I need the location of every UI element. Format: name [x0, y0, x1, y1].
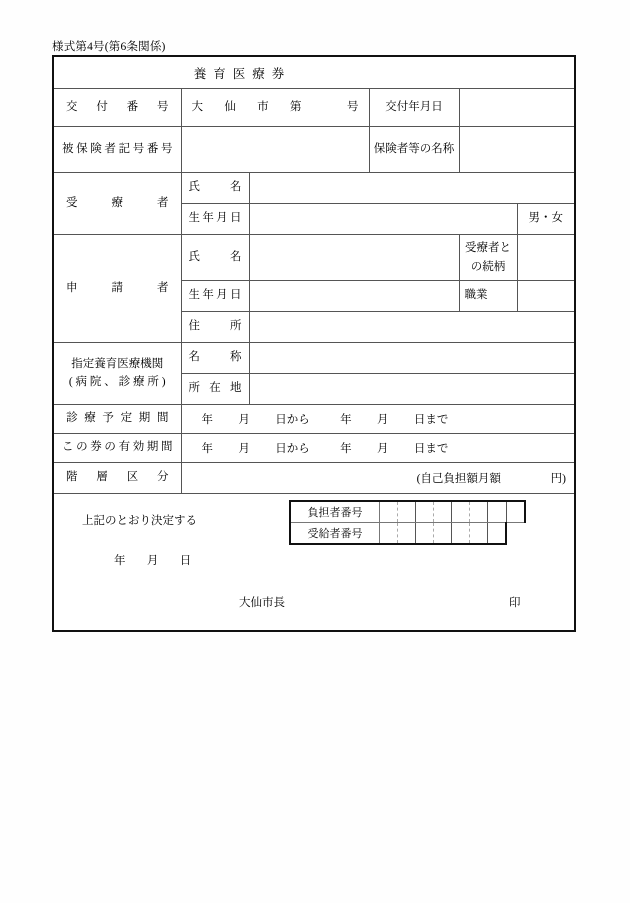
treatment-period-label: 診療予定期間: [66, 412, 169, 425]
validity-period-day-from: 日から: [275, 443, 310, 455]
institution-label-line1: 指定養育医療機関: [71, 358, 164, 371]
recipient-number-cell-4[interactable]: [434, 523, 452, 545]
applicant-name-value-cell[interactable]: [249, 235, 459, 281]
institution-name-value-cell[interactable]: [249, 343, 575, 374]
applicant-occupation-label: 職業: [464, 289, 488, 302]
decision-date-day: 日: [179, 555, 192, 567]
applicant-birth-label-cell: [181, 281, 249, 312]
insured-number-label: 被保険者記号番号: [62, 142, 173, 155]
applicant-address-label-cell: [181, 312, 249, 343]
recipient-number-cell-6[interactable]: [470, 523, 488, 545]
insured-number-value-cell[interactable]: [181, 127, 369, 173]
payer-number-cell-5[interactable]: [452, 501, 470, 523]
insurer-name-label-cell: [369, 127, 459, 173]
institution-name-label: 名称: [188, 351, 242, 364]
table-row-patient-name: [53, 173, 575, 204]
issue-number-value-cell[interactable]: [181, 89, 369, 127]
issue-date-value-cell[interactable]: [459, 89, 575, 127]
payer-number-cell-7[interactable]: [488, 501, 507, 523]
payer-number-label: 負担者番号: [290, 501, 380, 523]
recipient-number-cell-2[interactable]: [398, 523, 416, 545]
patient-name-value-cell[interactable]: [249, 173, 575, 204]
page-title: 養育医療券: [193, 66, 292, 81]
table-row-validity-period: [53, 434, 575, 463]
issue-number-suffix: 号: [347, 100, 359, 113]
validity-period-year-from: 年: [201, 443, 213, 455]
validity-period-day-to: 日まで: [413, 443, 449, 455]
recipient-number-cell-5[interactable]: [452, 523, 470, 545]
applicant-relation-label: [460, 236, 517, 279]
institution-location-label-cell: [181, 374, 249, 405]
issue-number-label-cell: [53, 89, 181, 127]
institution-location-value-cell[interactable]: [249, 374, 575, 405]
patient-birth-value-cell[interactable]: [249, 204, 517, 235]
applicant-relation-label-cell: [459, 235, 517, 281]
validity-period-month-to: 月: [377, 443, 389, 455]
treatment-period-month-to: 月: [377, 414, 389, 426]
applicant-relation-value-cell[interactable]: [517, 235, 575, 281]
treatment-period-day-from: 日から: [275, 414, 310, 426]
institution-section-label: [54, 353, 181, 394]
institution-location-label: 所在地: [188, 382, 242, 395]
patient-birth-label-cell: [181, 204, 249, 235]
applicant-address-value-cell[interactable]: [249, 312, 575, 343]
recipient-number-cell-3[interactable]: [416, 523, 434, 545]
decision-statement: 上記のとおり決定する: [82, 515, 197, 527]
table-row-decision: [53, 494, 575, 632]
tier-class-value-cell[interactable]: [181, 463, 575, 494]
recipient-number-cell-1[interactable]: [380, 523, 398, 545]
institution-name-label-cell: [181, 343, 249, 374]
table-row-insured-number: [53, 127, 575, 173]
issue-number-label: 交付番号: [66, 100, 169, 113]
decision-date-year: 年: [114, 555, 126, 567]
issue-date-label-cell: [369, 89, 459, 127]
tier-class-note-open: (自己負担額月額: [416, 473, 501, 485]
patient-birth-label: 生年月日: [188, 212, 242, 225]
table-row-applicant-name: [53, 235, 575, 281]
payer-number-cell-2[interactable]: [398, 501, 416, 523]
payer-number-cell-1[interactable]: [380, 501, 398, 523]
applicant-occupation-value-cell[interactable]: [517, 281, 575, 312]
table-row-title: [53, 56, 575, 89]
treatment-period-month-from: 月: [238, 414, 250, 426]
patient-section-label: 受療者: [66, 196, 169, 209]
insured-number-label-cell: [53, 127, 181, 173]
applicant-name-label-cell: [181, 235, 249, 281]
recipient-number-spacer: [506, 523, 525, 545]
issue-number-prefix: 大仙市第: [191, 100, 323, 113]
applicant-occupation-label-cell: [459, 281, 517, 312]
patient-sex-label: 男・女: [528, 212, 563, 225]
table-row-institution-name: [53, 343, 575, 374]
validity-period-label-cell: [53, 434, 181, 463]
treatment-period-year-from: 年: [201, 414, 213, 426]
decision-date-month: 月: [146, 555, 159, 567]
table-row-treatment-period: [53, 405, 575, 434]
payer-number-cell-4[interactable]: [434, 501, 452, 523]
tier-class-note-close: 円): [550, 473, 567, 485]
tier-class-note: [182, 470, 575, 486]
insurer-name-value-cell[interactable]: [459, 127, 575, 173]
validity-period-value-cell[interactable]: [181, 434, 575, 463]
validity-period-label: この券の有効期間: [62, 441, 173, 454]
voucher-title-cell: [53, 56, 575, 89]
treatment-period-range: [182, 411, 575, 427]
applicant-address-label: 住所: [188, 320, 242, 333]
applicant-section-label: 申請者: [66, 281, 169, 294]
seal-mark: 印: [509, 597, 521, 609]
patient-section-label-cell: [53, 173, 181, 235]
table-row-issue-number: [53, 89, 575, 127]
applicant-section-label-cell: [53, 235, 181, 343]
payer-number-cell-6[interactable]: [470, 501, 488, 523]
applicant-name-label: 氏名: [188, 250, 242, 263]
number-grid: [289, 500, 526, 545]
mayor-title: 大仙市長: [239, 597, 285, 609]
institution-label-line2: ( 病 院 、 診 療 所 ): [68, 375, 166, 388]
treatment-period-value-cell[interactable]: [181, 405, 575, 434]
institution-section-label-cell: [53, 343, 181, 405]
tier-class-label: 階層区分: [66, 471, 169, 484]
applicant-relation-label-line1: 受療者と: [465, 242, 511, 255]
recipient-number-cell-7[interactable]: [488, 523, 507, 545]
recipient-number-label: 受給者番号: [290, 523, 380, 545]
patient-sex-cell[interactable]: [517, 204, 575, 235]
applicant-birth-label: 生年月日: [188, 289, 242, 302]
validity-period-month-from: 月: [238, 443, 250, 455]
insurer-name-label: 保険者等の名称: [373, 142, 455, 155]
tier-class-label-cell: [53, 463, 181, 494]
applicant-birth-value-cell[interactable]: [249, 281, 459, 312]
treatment-period-label-cell: [53, 405, 181, 434]
treatment-period-day-to: 日まで: [413, 414, 449, 426]
validity-period-year-to: 年: [340, 443, 352, 455]
treatment-period-year-to: 年: [340, 414, 352, 426]
recipient-number-row: [290, 523, 525, 545]
patient-name-label-cell: [181, 173, 249, 204]
issue-date-label: 交付年月日: [385, 100, 443, 113]
validity-period-range: [182, 440, 575, 456]
decision-block-cell: [53, 494, 575, 632]
decision-date[interactable]: [114, 552, 191, 568]
youiku-medical-voucher-table: [52, 55, 576, 632]
payer-number-cell-3[interactable]: [416, 501, 434, 523]
payer-number-row: [290, 501, 525, 523]
patient-name-label: 氏名: [188, 181, 242, 194]
table-row-tier-class: [53, 463, 575, 494]
applicant-relation-label-line2: の続柄: [470, 260, 506, 273]
payer-number-cell-8[interactable]: [506, 501, 525, 523]
form-number-caption: 様式第4号(第6条関係): [52, 41, 166, 53]
